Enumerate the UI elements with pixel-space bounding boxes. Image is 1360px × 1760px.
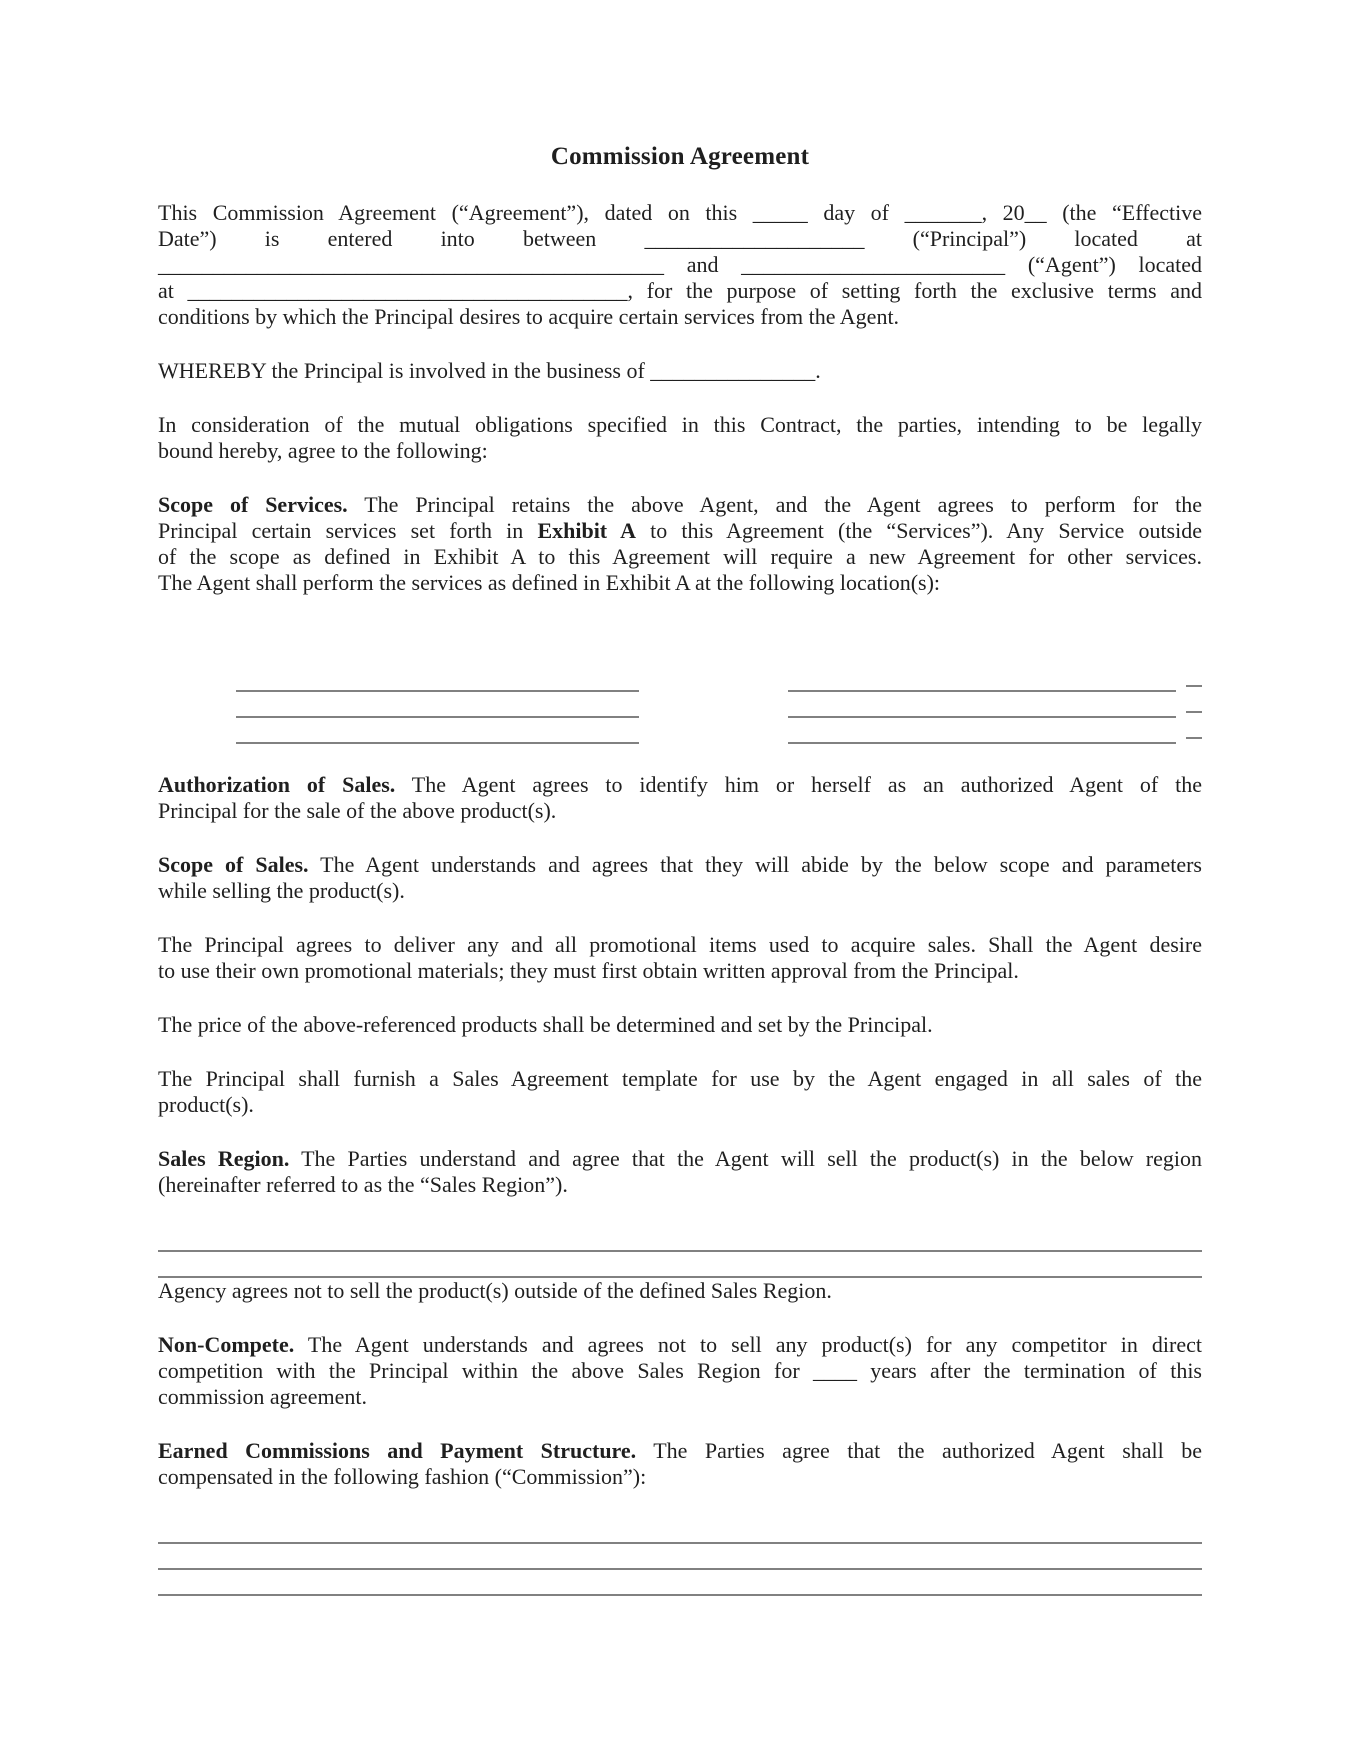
text-line	[158, 1172, 1202, 1198]
text-line	[158, 1332, 1202, 1358]
text-line	[158, 200, 1202, 226]
blank-fill-dash	[1186, 689, 1202, 713]
blank-fill-line	[236, 668, 639, 692]
text-segment: The Parties agree that the authorized Agent shall be	[636, 1438, 1202, 1463]
text-segment: commission agreement.	[158, 1384, 367, 1409]
text-line	[158, 878, 1202, 904]
section-heading: Non-Compete.	[158, 1332, 295, 1357]
text-segment: The Agent understands and agrees that they will abide by the below scope and parameters	[308, 852, 1202, 877]
text-segment: The Agent understands and agrees not to sell any product(s) for any competitor in direct	[294, 1332, 1202, 1357]
blank-fill-line	[158, 1226, 1202, 1252]
paragraph	[158, 1066, 1202, 1118]
text-line	[158, 1012, 1202, 1038]
text-line	[158, 492, 1202, 518]
text-segment: The Principal shall furnish a Sales Agreement template for use by the Agent engaged in all sales of the	[158, 1066, 1202, 1091]
paragraph	[158, 1438, 1202, 1490]
section-heading: Scope of Sales.	[158, 852, 309, 877]
text-line	[158, 1278, 1202, 1304]
location-fill-in-row	[158, 666, 1202, 692]
text-line	[158, 438, 1202, 464]
spacer	[1176, 743, 1186, 744]
paragraph	[158, 852, 1202, 904]
text-segment: to use their own promotional materials; they must first obtain written approval from the Principal.	[158, 958, 1019, 983]
spacer	[1176, 717, 1186, 718]
text-line	[158, 852, 1202, 878]
text-segment: compensated in the following fashion (“Commission”):	[158, 1464, 647, 1489]
text-segment: The Principal agrees to deliver any and all promotional items used to acquire sales. Shall the Agent desire	[158, 932, 1202, 957]
section-heading: Authorization of Sales.	[158, 772, 396, 797]
document-body	[158, 200, 1202, 1596]
text-segment: The Agent agrees to identify him or herself as an authorized Agent of the	[395, 772, 1202, 797]
text-segment: ______________________________________________ and ________________________ (“Agent”) located	[158, 252, 1202, 277]
text-segment: of the scope as defined in Exhibit A to this Agreement will require a new Agreement for other services.	[158, 544, 1202, 569]
blank-fill-line	[158, 1544, 1202, 1570]
blank-fill-line	[788, 720, 1176, 744]
text-line	[158, 358, 1202, 384]
text-segment: while selling the product(s).	[158, 878, 405, 903]
location-fill-in-row	[158, 692, 1202, 718]
text-line	[158, 798, 1202, 824]
text-line	[158, 304, 1202, 330]
spacer	[639, 691, 788, 692]
text-segment: In consideration of the mutual obligations specified in this Contract, the parties, intending to be legally	[158, 412, 1202, 437]
text-line	[158, 1358, 1202, 1384]
text-segment: Principal for the sale of the above product(s).	[158, 798, 557, 823]
spacer	[639, 717, 788, 718]
text-line	[158, 278, 1202, 304]
text-line	[158, 772, 1202, 798]
text-segment: The Agent shall perform the services as defined in Exhibit A at the following location(s):	[158, 570, 941, 595]
text-line	[158, 412, 1202, 438]
text-segment: competition with the Principal within the above Sales Region for ____ years after the termination of this	[158, 1358, 1202, 1383]
paragraph	[158, 1146, 1202, 1198]
text-segment: This Commission Agreement (“Agreement”), dated on this _____ day of _______, 20__ (the “Effective	[158, 200, 1202, 225]
text-segment: product(s).	[158, 1092, 254, 1117]
blank-fill-line	[158, 1518, 1202, 1544]
text-line	[158, 570, 1202, 596]
paragraph	[158, 772, 1202, 824]
location-fill-in-grid	[158, 666, 1202, 744]
blank-fill-dash	[1186, 715, 1202, 739]
section-heading: Scope of Services.	[158, 492, 348, 517]
spacer	[1176, 691, 1186, 692]
paragraph	[158, 200, 1202, 330]
paragraph	[158, 932, 1202, 984]
blank-fill-dash	[1186, 663, 1202, 687]
text-line	[158, 518, 1202, 544]
text-segment: Principal certain services set forth in	[158, 518, 538, 543]
paragraph	[158, 412, 1202, 464]
text-segment: to this Agreement (the “Services”). Any Service outside	[635, 518, 1202, 543]
text-segment: WHEREBY the Principal is involved in the business of _______________.	[158, 358, 821, 383]
paragraph	[158, 1332, 1202, 1410]
paragraph	[158, 492, 1202, 596]
blank-fill-line	[158, 1252, 1202, 1278]
text-line	[158, 1092, 1202, 1118]
text-line	[158, 932, 1202, 958]
text-line	[158, 544, 1202, 570]
blank-fill-line	[788, 694, 1176, 718]
blank-fill-line	[236, 694, 639, 718]
section-heading: Exhibit A	[537, 518, 636, 543]
section-heading: Earned Commissions and Payment Structure.	[158, 1438, 637, 1463]
text-segment: conditions by which the Principal desires to acquire certain services from the Agent.	[158, 304, 900, 329]
text-segment: Agency agrees not to sell the product(s) outside of the defined Sales Region.	[158, 1278, 832, 1303]
location-fill-in-row	[158, 718, 1202, 744]
text-line	[158, 1438, 1202, 1464]
text-segment: bound hereby, agree to the following:	[158, 438, 488, 463]
blank-fill-line	[158, 1570, 1202, 1596]
section-heading: Sales Region.	[158, 1146, 290, 1171]
paragraph	[158, 358, 1202, 384]
paragraph	[158, 1012, 1202, 1038]
text-line	[158, 252, 1202, 278]
text-segment: The Principal retains the above Agent, and the Agent agrees to perform for the	[347, 492, 1202, 517]
fill-in-lines	[158, 1518, 1202, 1596]
text-line	[158, 1066, 1202, 1092]
text-line	[158, 1146, 1202, 1172]
text-segment: The Parties understand and agree that the Agent will sell the product(s) in the below region	[289, 1146, 1202, 1171]
text-segment: The price of the above-referenced products shall be determined and set by the Principal.	[158, 1012, 933, 1037]
fill-in-lines	[158, 1226, 1202, 1304]
text-line	[158, 226, 1202, 252]
text-segment: at ________________________________________, for the purpose of setting forth the exclusive terms and	[158, 278, 1202, 303]
text-segment: (hereinafter referred to as the “Sales Region”).	[158, 1172, 568, 1197]
blank-fill-line	[236, 720, 639, 744]
spacer	[639, 743, 788, 744]
text-line	[158, 958, 1202, 984]
document-title: Commission Agreement	[550, 143, 810, 170]
text-line	[158, 1384, 1202, 1410]
text-line	[158, 1464, 1202, 1490]
text-segment: Date”) is entered into between ____________________ (“Principal”) located at	[158, 226, 1202, 251]
blank-fill-line	[788, 668, 1176, 692]
